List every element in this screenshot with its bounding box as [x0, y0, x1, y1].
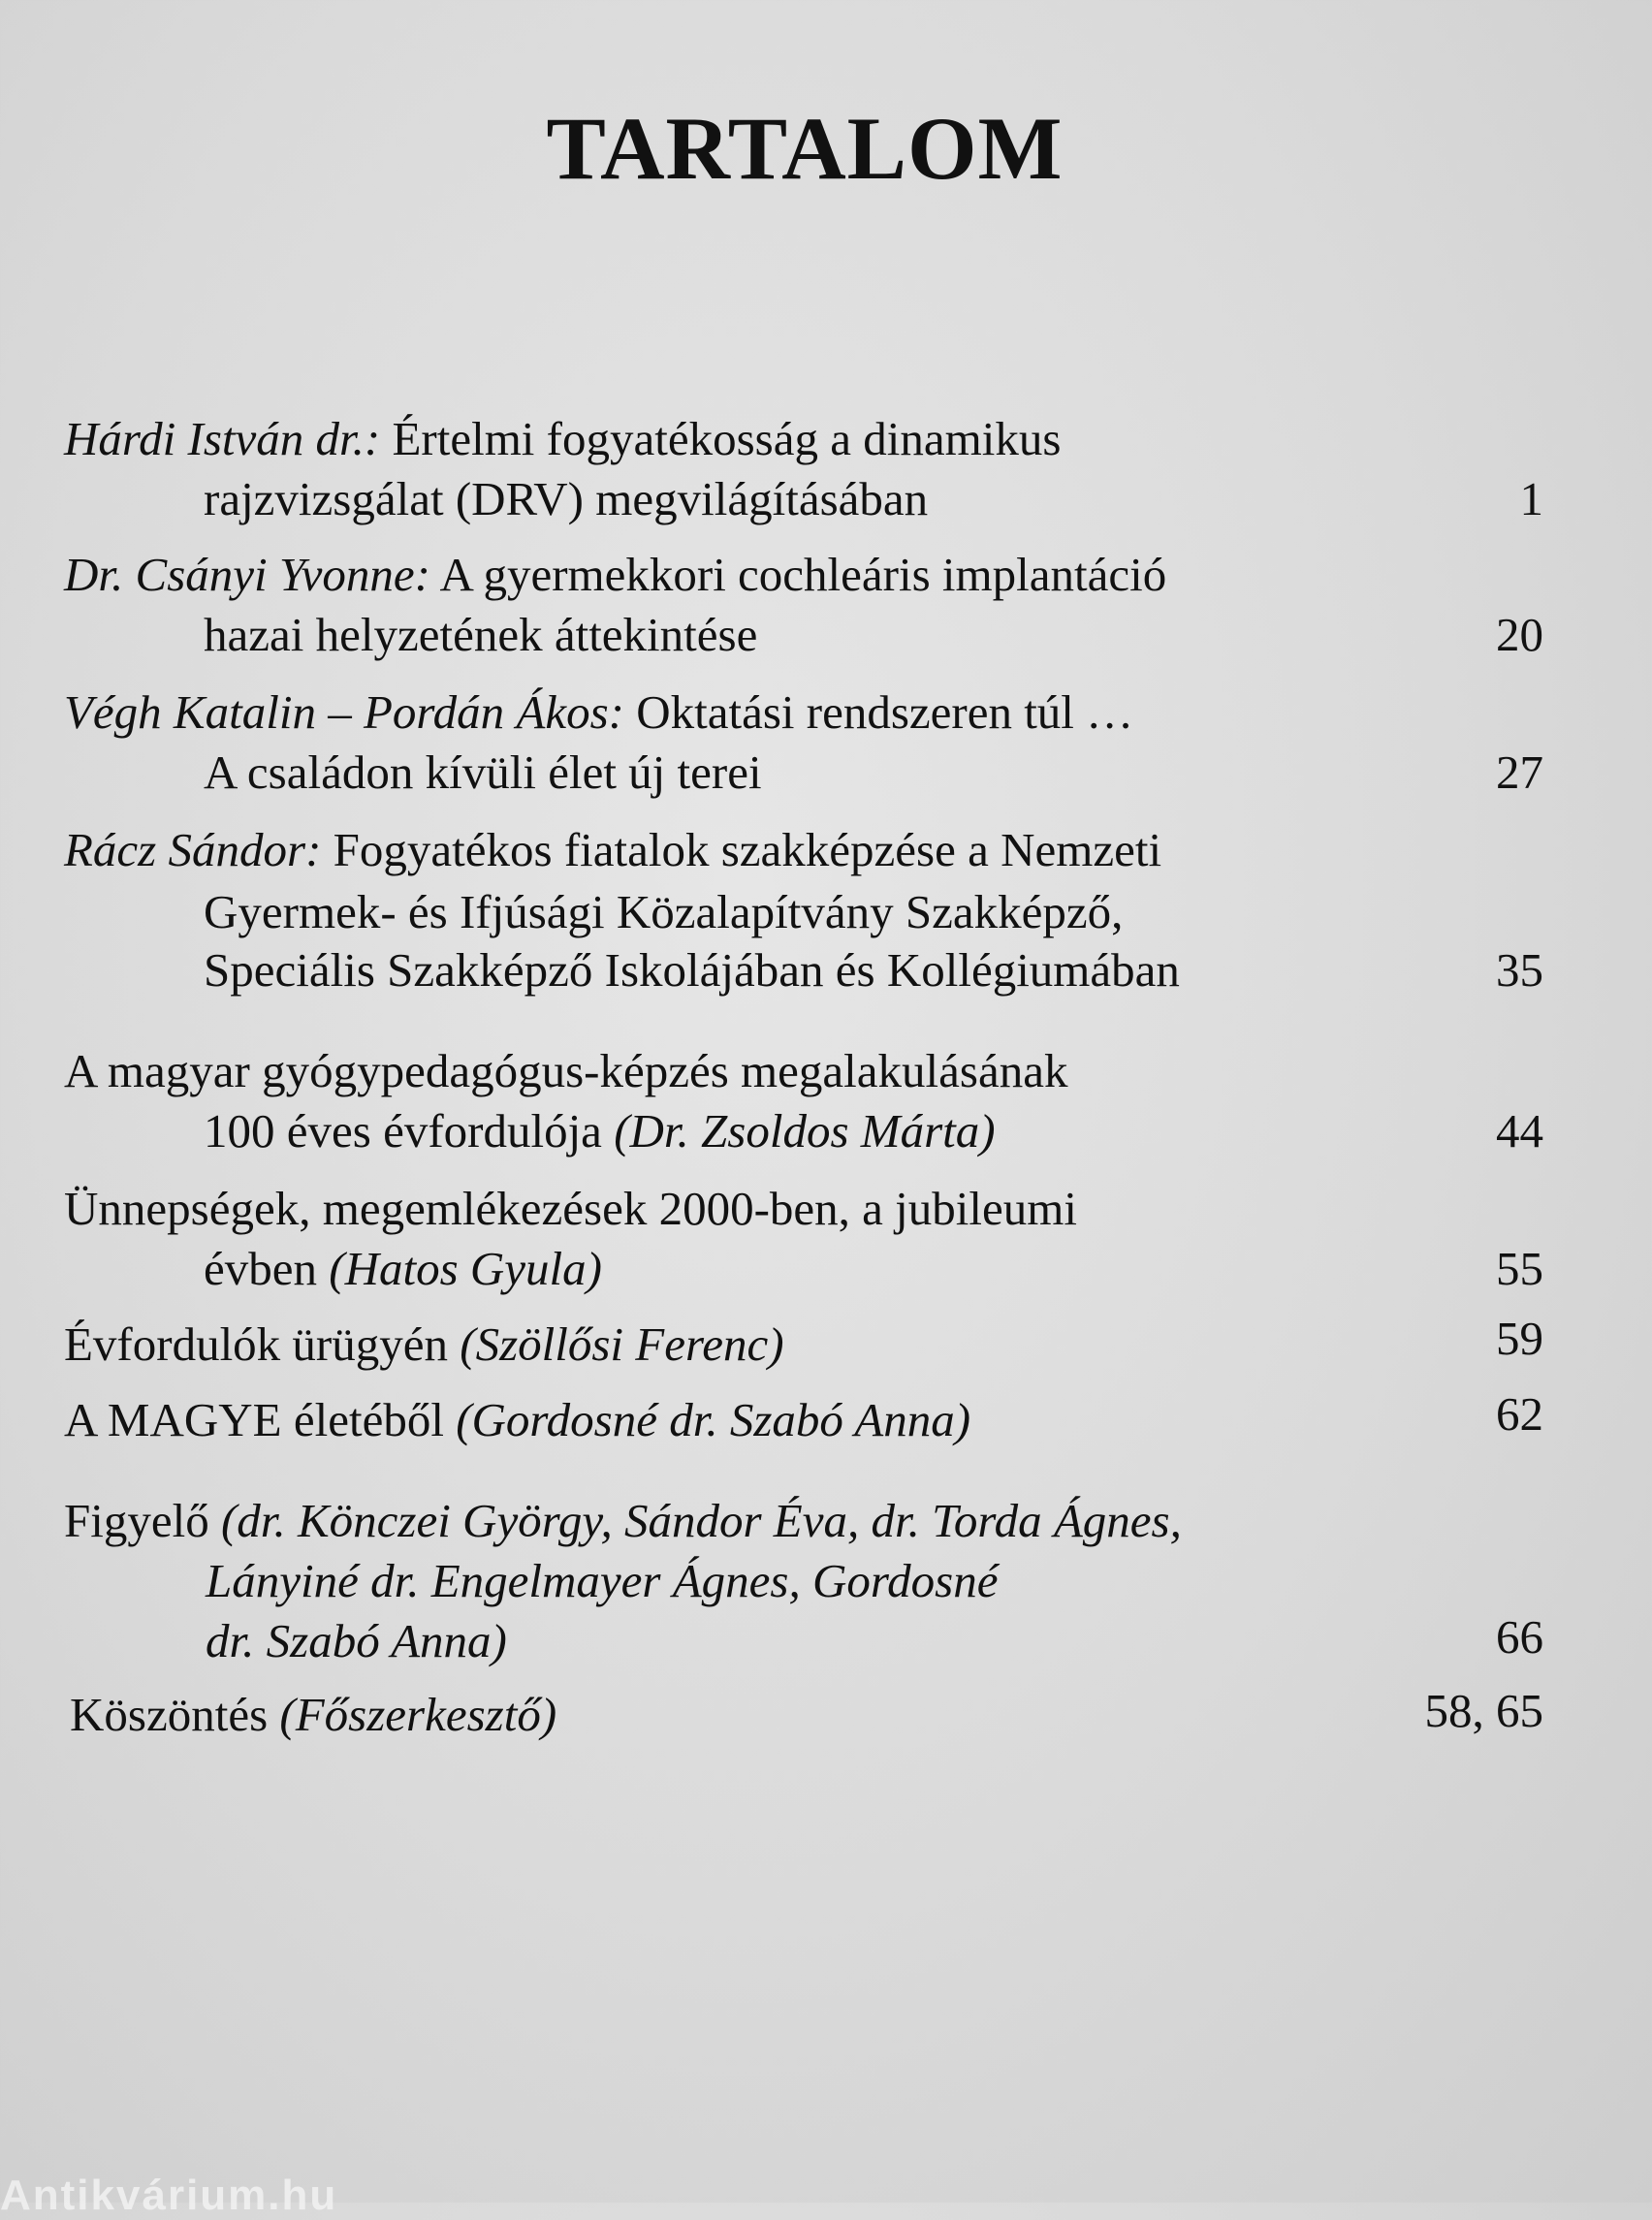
toc-entry-9-author-3: dr. Szabó Anna): [206, 1614, 507, 1667]
toc-entry-10-page: 58, 65: [1424, 1684, 1543, 1737]
toc-entry-4-title: Fogyatékos fiatalok szakképzése a Nemzeti: [321, 823, 1162, 876]
toc-entry-1-author: Hárdi István dr.:: [64, 412, 381, 465]
toc-entry-4-author: Rácz Sándor:: [64, 823, 322, 876]
toc-entry-8-title: A MAGYE életéből: [64, 1393, 444, 1446]
toc-entry-10-title: Köszöntés: [70, 1688, 269, 1741]
toc-entry-2-author: Dr. Csányi Yvonne:: [64, 548, 430, 601]
toc-entry-2-title: A gyermekkori cochleáris implantáció: [429, 548, 1167, 601]
toc-entry-6-author: (Hatos Gyula): [317, 1242, 602, 1295]
toc-entry-9-author-1: (dr. Könczei György, Sándor Éva, dr. Torda Ágnes,: [208, 1494, 1182, 1547]
toc-entry-3-author: Végh Katalin – Pordán Ákos:: [64, 685, 624, 739]
toc-entry-1-title: Értelmi fogyatékosság a dinamikus: [380, 412, 1062, 465]
toc-entry-3-line-1: [64, 685, 1134, 739]
toc-entry-8-line-1: [64, 1393, 971, 1446]
toc-entry-1-line-2: rajzvizsgálat (DRV) megvilágításában: [204, 472, 929, 525]
toc-entry-5-page: 44: [1496, 1104, 1543, 1158]
toc-entry-9-author-2: Lányiné dr. Engelmayer Ágnes, Gordosné: [206, 1554, 999, 1607]
toc-entry-3-page: 27: [1496, 745, 1543, 799]
toc-entry-7-author: (Szöllősi Ferenc): [448, 1317, 784, 1371]
toc-entry-1-line-1: [64, 412, 1062, 465]
toc-entry-9-page: 66: [1496, 1610, 1543, 1664]
toc-entry-4-line-1: [64, 823, 1162, 876]
toc-entry-2-line-2: hazai helyzetének áttekintése: [204, 608, 758, 661]
toc-entry-8-page: 62: [1496, 1387, 1543, 1441]
toc-entry-3-line-2: A családon kívüli élet új terei: [204, 745, 762, 799]
toc-entry-7-line-1: [64, 1317, 784, 1371]
toc-entry-5-line-1: A magyar gyógypedagógus-képzés megalakulásának: [64, 1044, 1068, 1097]
toc-entry-6-title: évben: [204, 1242, 317, 1295]
toc-entry-5-author: (Dr. Zsoldos Márta): [601, 1104, 996, 1158]
toc-entry-5-line-2: [204, 1104, 996, 1158]
toc-entry-6-line-1: Ünnepségek, megemlékezések 2000-ben, a jubileumi: [64, 1182, 1077, 1235]
toc-entry-9-title: Figyelő: [64, 1494, 209, 1547]
toc-entry-6-page: 55: [1496, 1242, 1543, 1295]
toc-entry-3-title: Oktatási rendszeren túl …: [623, 685, 1134, 739]
toc-entry-7-title: Évfordulók ürügyén: [64, 1317, 448, 1371]
toc-entry-2-page: 20: [1496, 608, 1543, 661]
toc-entry-7-page: 59: [1496, 1312, 1543, 1365]
toc-entry-4-line-3: Speciális Szakképző Iskolájában és Kollégiumában: [204, 943, 1180, 997]
toc-entry-4-page: 35: [1496, 943, 1543, 997]
toc-entry-10-line-1: [70, 1688, 557, 1741]
toc-entry-5-title: 100 éves évfordulója: [204, 1104, 602, 1158]
toc-entry-2-line-1: [64, 548, 1167, 601]
toc-entry-6-line-2: [204, 1242, 602, 1295]
watermark-text: Antikvárium.hu: [0, 2172, 338, 2219]
toc-entry-4-line-2: Gyermek- és Ifjúsági Közalapítvány Szakképző,: [204, 885, 1124, 938]
toc-entry-1-page: 1: [1519, 472, 1543, 525]
toc-entry-10-author: (Főszerkesztő): [268, 1688, 557, 1741]
toc-entry-8-author: (Gordosné dr. Szabó Anna): [443, 1393, 971, 1446]
toc-entry-9-line-1: [64, 1494, 1182, 1547]
page-title: TARTALOM: [546, 99, 1064, 198]
